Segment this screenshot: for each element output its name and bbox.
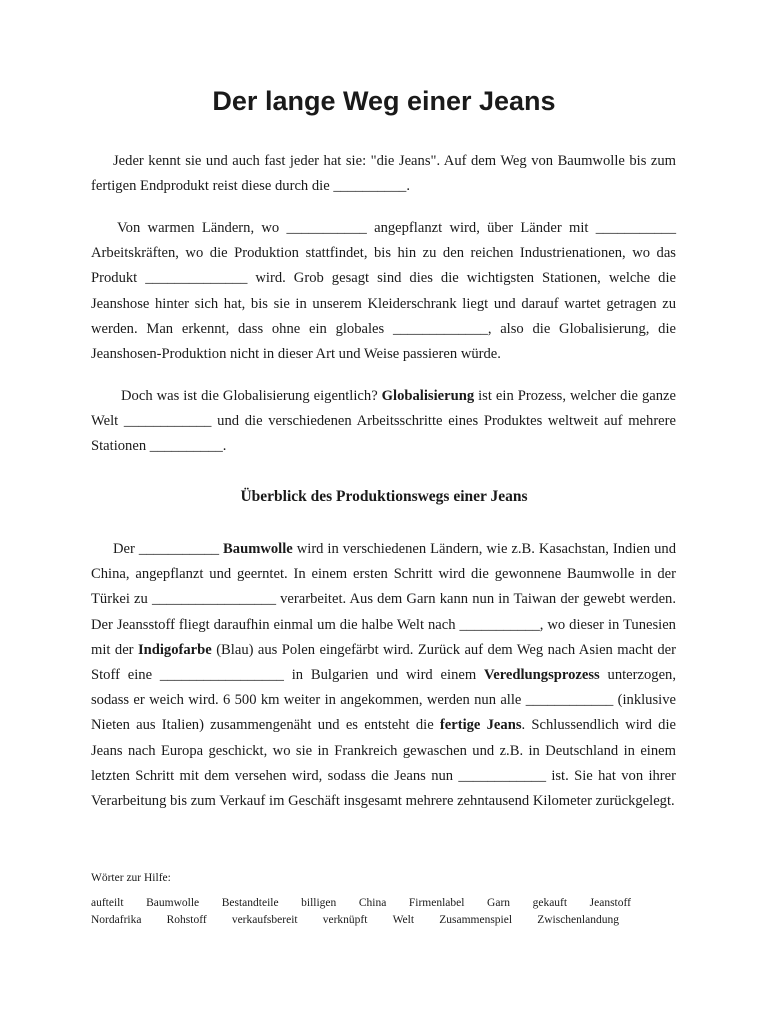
word-bank-item: gekauft — [532, 897, 568, 909]
bold-term: fertige Jeans — [439, 717, 522, 734]
fill-blank: _________________ — [159, 667, 284, 684]
text-segment: (Blau) aus Polen eingefärbt wird. Zurück auf dem Weg nach Asien macht der Stoff eine — [91, 641, 676, 684]
fill-blank: __________ — [333, 178, 407, 195]
word-bank-item: billigen — [301, 897, 337, 909]
fill-blank: _____________ — [392, 320, 488, 337]
word-bank-label: Wörter zur Hilfe: — [91, 872, 171, 884]
fill-blank: ______________ — [145, 270, 248, 287]
text-segment: unterzogen, sodass er weich wird. 6 500 km weiter in angekommen, werden nun alle — [91, 667, 676, 709]
word-bank-item: Jeanstoff — [589, 897, 631, 909]
bold-term: Veredlungsprozess — [484, 667, 600, 684]
text-segment: , wo dieser in Tunesien mit der — [91, 616, 676, 658]
text-segment: Jeder kennt sie und auch fast jeder hat sie: "die Jeans". Auf dem Weg von Baumwolle bis zum fertigen Endprodukt reist diese durch die — [91, 153, 676, 195]
text-segment: verarbeitet. Aus dem Garn kann nun in Taiwan der gewebt werden. Der Jeansstoff fliegt daraufhin einmal um die halbe Welt nach — [91, 591, 676, 633]
fill-blank: ___________ — [459, 616, 540, 633]
word-bank-item: Nordafrika — [91, 914, 142, 926]
word-bank-item: Garn — [487, 897, 511, 909]
bold-term: Globalisierung — [381, 388, 475, 404]
text-segment: . — [222, 438, 227, 455]
text-segment: und die verschiedenen Arbeitsschritte eines Produktes weltweit auf mehrere Stationen — [91, 413, 676, 455]
text-segment: angepflanzt wird, über Länder mit — [366, 220, 596, 236]
word-bank-row-1 — [91, 897, 631, 909]
text-segment: wird. Grob gesagt sind dies die wichtigsten Stationen, welche die Jeanshose hinter sich hat, bis sie in unserem Kleiderschrank liegt und darauf wartet getragen zu werden. Man erkennt, dass ohne ein globales — [91, 270, 676, 337]
word-bank-item: Firmenlabel — [408, 897, 465, 909]
word-bank-item: aufteilt — [91, 897, 124, 909]
text-segment: ist. Sie hat von ihrer Verarbeitung bis zum Verkauf im Geschäft insgesamt mehrere zehntausend Kilometer zurückgelegt. — [91, 767, 676, 810]
fill-blank: ____________ — [525, 692, 614, 709]
word-bank-item: China — [358, 897, 387, 909]
fill-blank: ____________ — [458, 767, 546, 784]
text-segment: in Bulgarien und wird einem — [283, 667, 485, 684]
section-heading: Überblick des Produktionswegs einer Jeans — [240, 488, 528, 505]
fill-blank: ___________ — [138, 541, 220, 557]
text-segment: (inklusive Nieten aus Italien) zusammengenäht und es entsteht die — [91, 692, 676, 734]
fill-blank: ____________ — [123, 413, 212, 430]
word-bank-item: verknüpft — [322, 914, 368, 926]
text-segment: . — [406, 178, 410, 195]
text-segment: ist ein Prozess, welcher die ganze Welt — [91, 388, 676, 430]
text-segment: Arbeitskräften, wo die Produktion stattfindet, bis hin zu den reichen Industrienationen, wo das Produkt — [91, 245, 676, 287]
fill-blank: ___________ — [286, 220, 367, 236]
word-bank-item: Zusammenspiel — [439, 914, 513, 926]
paragraph-globalization — [91, 384, 676, 460]
word-bank-row-2 — [91, 914, 619, 926]
bold-term: Indigofarbe — [137, 641, 212, 658]
fill-blank: ___________ — [595, 220, 676, 236]
word-bank-item: Welt — [392, 914, 415, 926]
intro-paragraph — [91, 149, 676, 199]
bold-term: Baumwolle — [223, 541, 293, 557]
word-bank-item: Baumwolle — [146, 897, 200, 909]
word-bank-item: Bestandteile — [221, 897, 279, 909]
text-segment: Von warmen Ländern, wo — [117, 220, 287, 236]
word-bank-item: verkaufsbereit — [231, 914, 298, 926]
text-segment: Der — [113, 541, 139, 557]
text-segment: . Schlussendlich wird die Jeans nach Europa geschickt, wo sie in Frankreich gewaschen und z.B. in Deutschland in einem letzten Schritt mit dem versehen wird, sodass die Jeans nun — [91, 717, 676, 784]
fill-blank: _________________ — [151, 591, 276, 608]
paragraph-production-route — [91, 537, 676, 814]
text-segment: , also die Globalisierung, die Jeanshosen-Produktion nicht in dieser Art und Weise passieren würde. — [91, 320, 676, 363]
text-segment: Doch was ist die Globalisierung eigentlich? — [121, 388, 382, 404]
page-title: Der lange Weg einer Jeans — [212, 86, 556, 116]
word-bank-item: Zwischenlandung — [537, 914, 619, 926]
word-bank-item: Rohstoff — [166, 914, 207, 926]
fill-blank: __________ — [149, 438, 223, 455]
paragraph-stations — [91, 216, 676, 367]
text-segment: wird in verschiedenen Ländern, wie z.B. Kasachstan, Indien und China, angepflanzt und geerntet. In einem ersten Schritt wird die gewonnene Baumwolle in der Türkei zu — [91, 541, 676, 608]
